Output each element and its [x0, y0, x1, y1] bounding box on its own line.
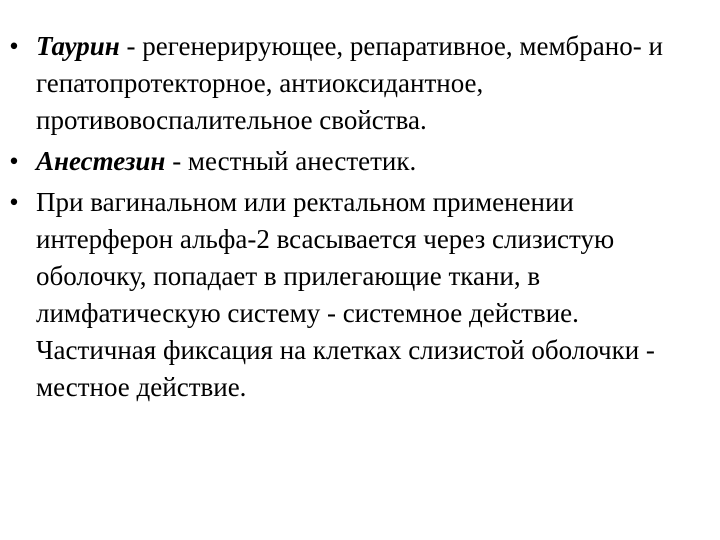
bullet-dot-icon: • — [9, 146, 19, 176]
description-anestezin: - местный анестетик. — [165, 146, 417, 176]
bullet-item-anestezin — [4, 143, 704, 180]
bullet-item-taurine — [4, 28, 704, 139]
term-anestezin: Анестезин — [36, 146, 166, 176]
bullet-dot-icon: • — [9, 31, 19, 61]
bullet-item-interferon — [4, 184, 704, 406]
term-taurine: Таурин — [36, 31, 120, 61]
bullet-list — [4, 28, 704, 410]
bullet-dot-icon: • — [9, 187, 19, 217]
description-interferon: При вагинальном или ректальном применении интерферон альфа-2 всасывается через слизистую оболочку, попадает в прилегающие ткани, в лимфатическую систему - системное действие. Частичная фиксация на клетках слизистой оболочки - местное действие. — [36, 187, 655, 402]
description-taurine: - регенерирующее, репаративное, мембрано- и гепатопротекторное, антиоксидантное, противовоспалительное свойства. — [36, 31, 663, 135]
